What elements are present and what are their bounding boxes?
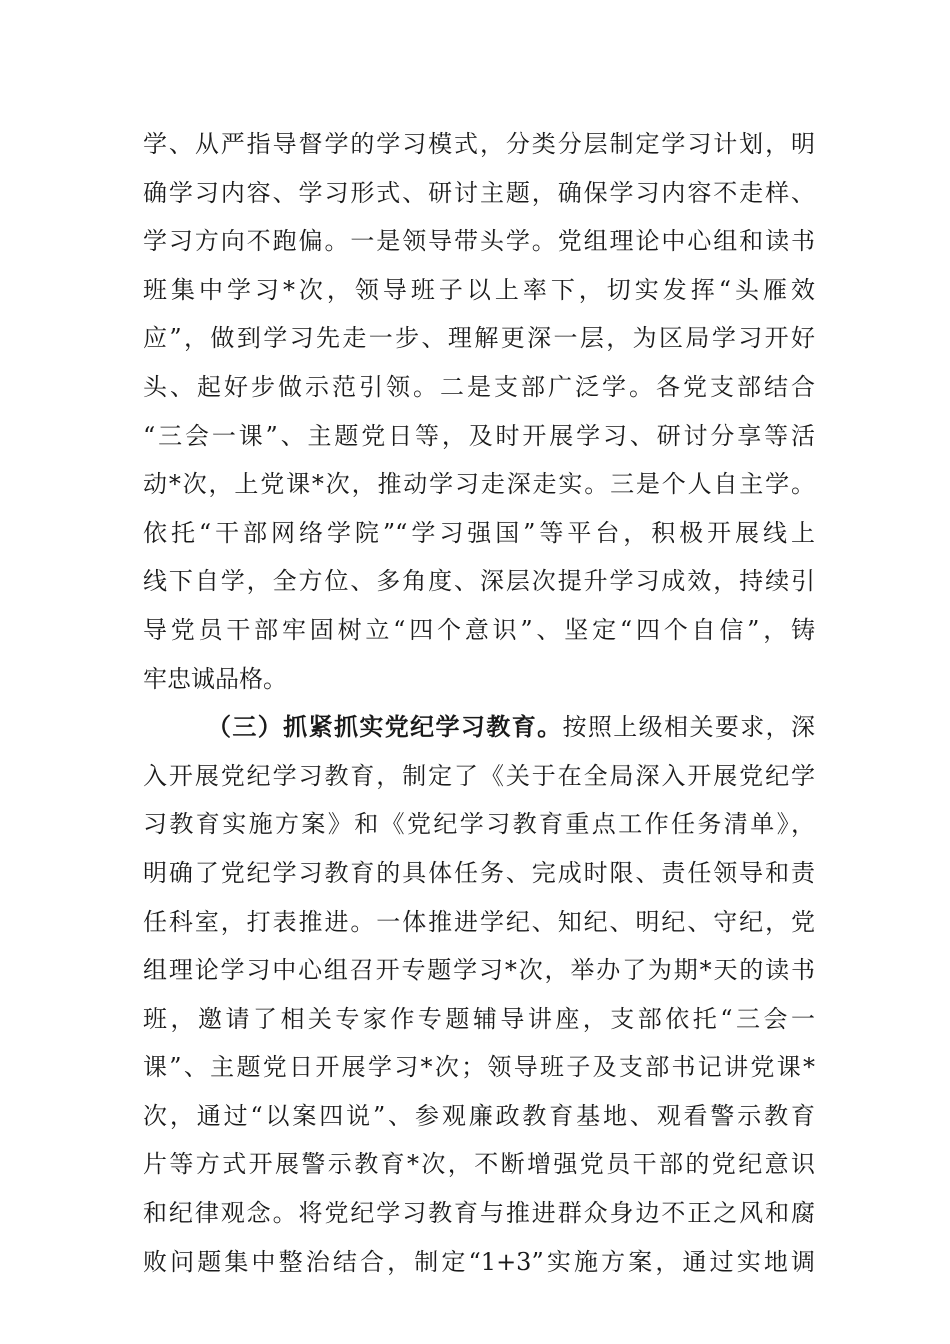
paragraph-1-line-4: 班集中学习*次，领导班子以上率下，切实发挥“头雁效: [143, 275, 815, 304]
paragraph-2-line-11: 和纪律观念。将党纪学习教育与推进群众身边不正之风和腐: [143, 1199, 815, 1228]
paragraph-2-line-7: 班，邀请了相关专家作专题辅导讲座，支部依托“三会一: [143, 1004, 815, 1033]
paragraph-1-line-11: 导党员干部牢固树立“四个意识”、坚定“四个自信”，铸: [143, 615, 815, 644]
paragraph-2-line-2: 入开展党纪学习教育，制定了《关于在全局深入开展党纪学: [143, 761, 815, 790]
paragraph-1-line-2: 确学习内容、学习形式、研讨主题，确保学习内容不走样、: [143, 178, 815, 207]
paragraph-1-line-9: 依托“干部网络学院”“学习强国”等平台，积极开展线上: [143, 518, 815, 547]
paragraph-2-line-4: 明确了党纪学习教育的具体任务、完成时限、责任领导和责: [143, 858, 815, 887]
paragraph-1-line-5: 应”，做到学习先走一步、理解更深一层，为区局学习开好: [143, 324, 815, 353]
paragraph-1-line-7: “三会一课”、主题党日等，及时开展学习、研讨分享等活: [143, 421, 815, 450]
paragraph-2-line-8: 课”、主题党日开展学习*次；领导班子及支部书记讲党课*: [143, 1053, 815, 1082]
paragraph-1-line-12: 牢忠诚品格。: [143, 664, 287, 693]
section-heading-rest: 按照上级相关要求，深: [562, 713, 816, 742]
paragraph-2-first-line: [143, 703, 815, 752]
paragraph-2-line-12: 败问题集中整治结合，制定“1+3”实施方案，通过实地调: [143, 1247, 815, 1276]
paragraph-1-line-8: 动*次，上党课*次，推动学习走深走实。三是个人自主学。: [143, 470, 815, 499]
paragraph-2-line-6: 组理论学习中心组召开专题学习*次，举办了为期*天的读书: [143, 956, 815, 985]
section-heading: （三）抓紧抓实党纪学习教育。: [207, 712, 563, 742]
paragraph-1-line-1: 学、从严指导督学的学习模式，分类分层制定学习计划，明: [143, 130, 815, 158]
paragraph-1-line-6: 头、起好步做示范引领。二是支部广泛学。各党支部结合: [143, 372, 815, 401]
paragraph-2-line-9: 次，通过“以案四说”、参观廉政教育基地、观看警示教育: [143, 1101, 815, 1130]
paragraph-2-line-5: 任科室，打表推进。一体推进学纪、知纪、明纪、守纪，党: [143, 907, 815, 936]
paragraph-2-line-10: 片等方式开展警示教育*次，不断增强党员干部的党纪意识: [143, 1150, 815, 1179]
document-body: [143, 120, 815, 1286]
paragraph-2-line-3: 习教育实施方案》和《党纪学习教育重点工作任务清单》，: [143, 810, 815, 839]
paragraph-1-line-3: 学习方向不跑偏。一是领导带头学。党组理论中心组和读书: [143, 227, 815, 256]
paragraph-1-line-10: 线下自学，全方位、多角度、深层次提升学习成效，持续引: [143, 567, 815, 596]
